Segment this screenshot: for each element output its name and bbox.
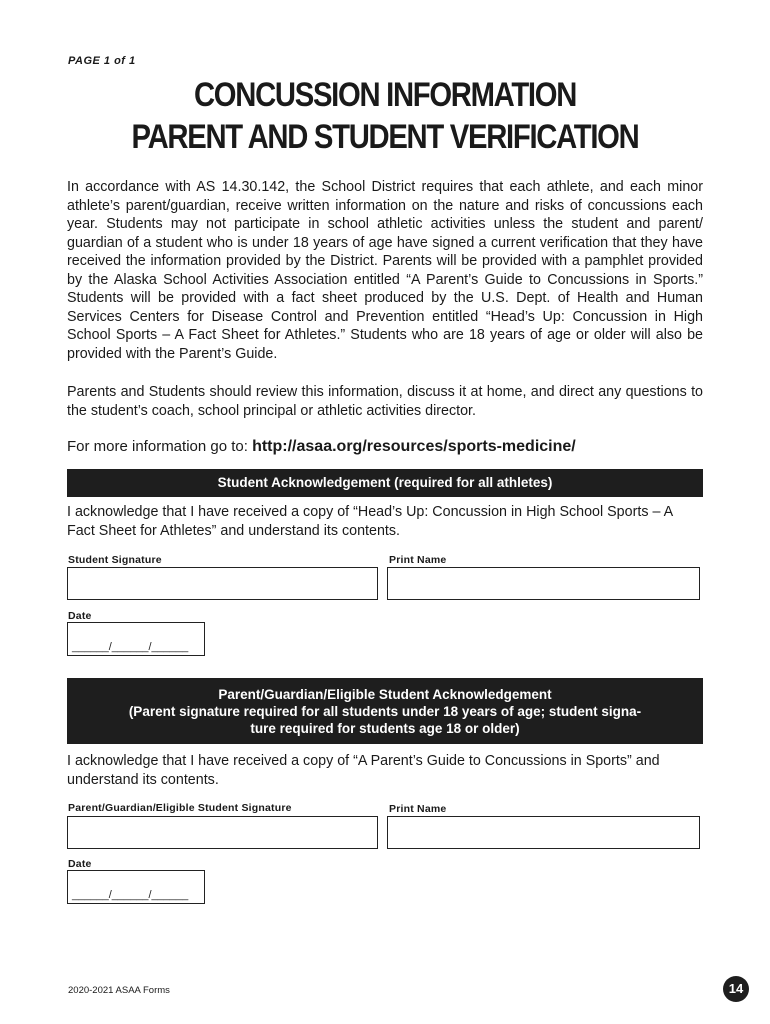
parent-print-name-label: Print Name: [389, 803, 447, 815]
parent-date-label: Date: [68, 858, 92, 870]
page-title-line-1: CONCUSSION INFORMATION: [193, 76, 577, 114]
parent-date-placeholder: ______/______/______: [72, 889, 189, 901]
page-label: PAGE 1 of 1: [68, 55, 136, 67]
student-print-name-label: Print Name: [389, 554, 447, 566]
student-acknowledgement-text: I acknowledge that I have received a copy of “Head’s Up: Concussion in High School Sports – A Fact Sheet for Athletes” and understand its contents.: [67, 504, 673, 539]
parent-acknowledgement-text: I acknowledge that I have received a copy of “A Parent’s Guide to Concussions in Sports” and understand its contents.: [67, 753, 660, 788]
student-date-label: Date: [68, 610, 92, 622]
parent-date-field[interactable]: [67, 870, 205, 904]
student-section-heading: Student Acknowledgement (required for all athletes): [67, 469, 703, 497]
parent-print-name-field[interactable]: [387, 816, 700, 849]
page-number-badge: 14: [723, 976, 749, 1002]
student-signature-field[interactable]: [67, 567, 378, 600]
intro-paragraph: In accordance with AS 14.30.142, the School District requires that each athlete, and each minor athlete’s parent/guardian, receive written information on the nature and risks of concussions each year. Students may not participate in school athletic activities unless the student and parent/ guardian of a student who is under 18 years of age have signed a current verification that they have received the information provided by the District. Parents will be provided with a pamphlet provided by the Alaska School Activities Association entitled “A Parent’s Guide to Concussions in Sports.” Students will be provided with a fact sheet produced by the U.S. Dept. of Health and Human Services Centers for Disease Control and Prevention entitled “Head’s Up: Concussion in High School Sports – A Fact Sheet for Athletes.” Students who are 18 years of age or older will also be provided with the Parent’s Guide.: [67, 179, 703, 362]
student-print-name-field[interactable]: [387, 567, 700, 600]
review-paragraph: Parents and Students should review this information, discuss it at home, and direct any questions to the student’s coach, school principal or athletic activities director.: [67, 384, 703, 419]
student-date-placeholder: ______/______/______: [72, 641, 189, 653]
more-info-prefix: For more information go to:: [67, 438, 253, 455]
student-date-field[interactable]: [67, 622, 205, 656]
parent-heading-line-1: Parent/Guardian/Eligible Student Acknowledgement: [218, 687, 552, 702]
more-info-link[interactable]: http://asaa.org/resources/sports-medicine/: [252, 438, 576, 455]
parent-heading-line-2: (Parent signature required for all students under 18 years of age; student signa-: [128, 704, 642, 719]
more-info-line: [67, 438, 703, 457]
parent-section-heading: [67, 678, 703, 744]
student-signature-label: Student Signature: [68, 554, 162, 566]
parent-signature-label: Parent/Guardian/Eligible Student Signature: [68, 802, 292, 814]
parent-signature-field[interactable]: [67, 816, 378, 849]
page-title-line-2: PARENT AND STUDENT VERIFICATION: [131, 118, 639, 156]
footer-form-label: 2020-2021 ASAA Forms: [68, 985, 170, 996]
parent-heading-line-3: ture required for students age 18 or older): [250, 721, 520, 736]
